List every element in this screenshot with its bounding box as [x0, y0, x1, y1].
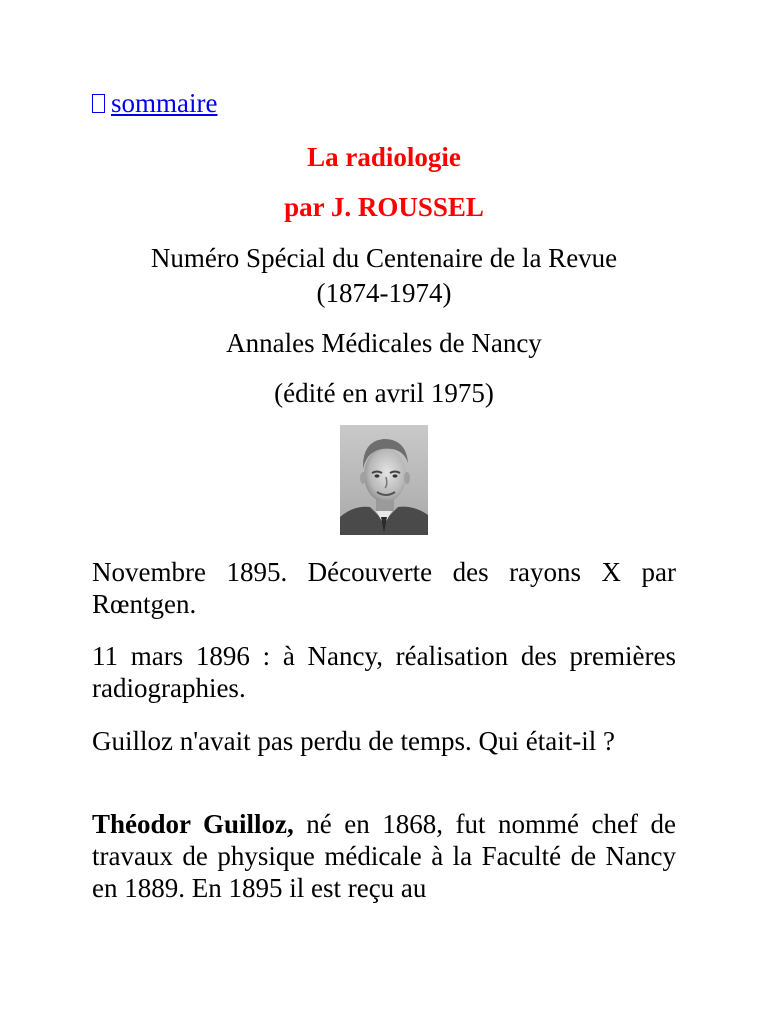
sommaire-line [92, 88, 217, 119]
paragraph-3: Guilloz n'avait pas perdu de temps. Qui était-il ? [92, 726, 615, 756]
years-line: (1874-1974) [316, 278, 452, 308]
article-author: par J. ROUSSEL [284, 192, 484, 222]
paragraph-4-text: né en 1868, fut nommé chef de travaux de physique médicale à la Faculté de Nancy en 1889. En 1895 il est reçu au [92, 809, 677, 903]
author-portrait [340, 425, 428, 535]
article-title: La radiologie [307, 142, 461, 172]
paragraph-1: Novembre 1895. Découverte des rayons X par Rœntgen. [92, 557, 676, 619]
journal-line: Annales Médicales de Nancy [226, 328, 542, 358]
portrait-photo [340, 425, 428, 535]
edition-line: (édité en avril 1975) [274, 378, 494, 408]
paragraph-4 [92, 808, 676, 904]
special-issue-line: Numéro Spécial du Centenaire de la Revue [150, 243, 618, 273]
sommaire-label: sommaire [111, 88, 218, 118]
paragraph-2: 11 mars 1896 : à Nancy, réalisation des premières radiographies. [92, 641, 676, 703]
person-name: Théodor Guilloz, [92, 809, 294, 839]
sommaire-link[interactable] [92, 88, 217, 118]
document-icon [92, 94, 105, 113]
